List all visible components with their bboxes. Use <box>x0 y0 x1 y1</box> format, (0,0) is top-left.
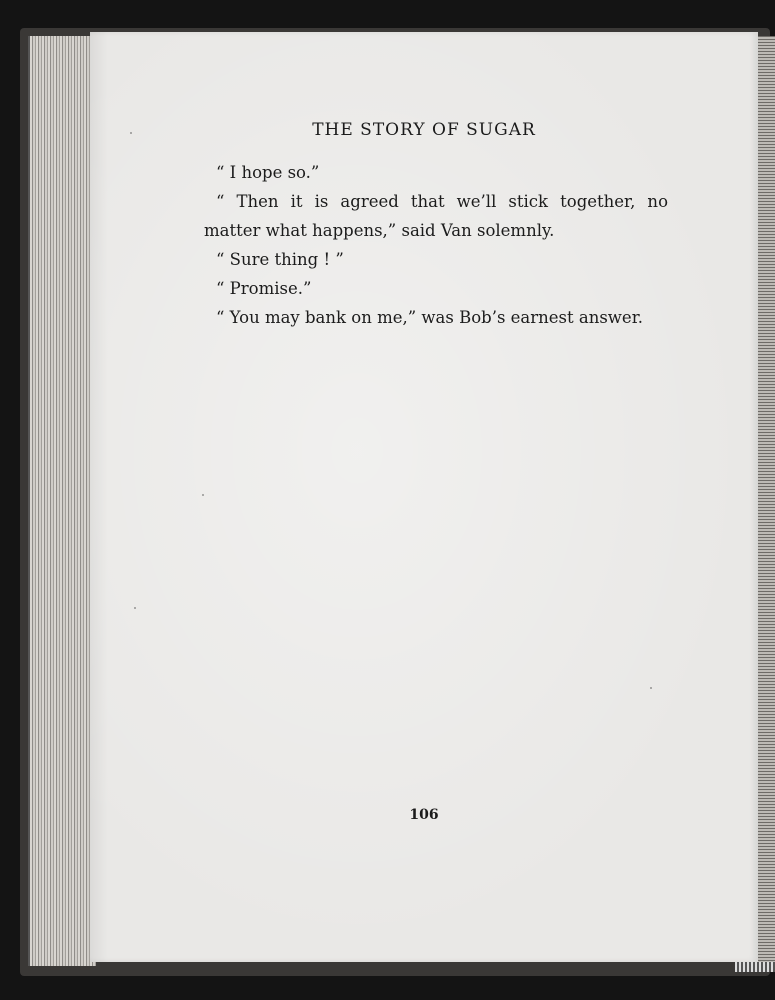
page-edges-left <box>28 36 96 966</box>
paragraph: “ Promise.” <box>216 279 312 298</box>
bookmark-ribbon <box>735 962 775 972</box>
paper-speck <box>134 607 136 609</box>
page-number: 106 <box>409 807 439 823</box>
paper-speck <box>650 687 652 689</box>
paragraph: “ I hope so.” <box>216 163 320 182</box>
body-text <box>204 158 668 332</box>
paragraph: “ You may bank on me,” was Bob’s earnest answer. <box>216 308 644 327</box>
paragraph: “ Then it is agreed that we’ll stick together, no matter what happens,” said Van solemnly. <box>204 192 668 240</box>
paper-speck <box>130 132 132 134</box>
page-edges-right <box>755 36 775 966</box>
paragraph: “ Sure thing ! ” <box>216 250 344 269</box>
book-page <box>90 32 758 962</box>
paper-speck <box>202 494 204 496</box>
running-head: THE STORY OF SUGAR <box>312 120 536 140</box>
